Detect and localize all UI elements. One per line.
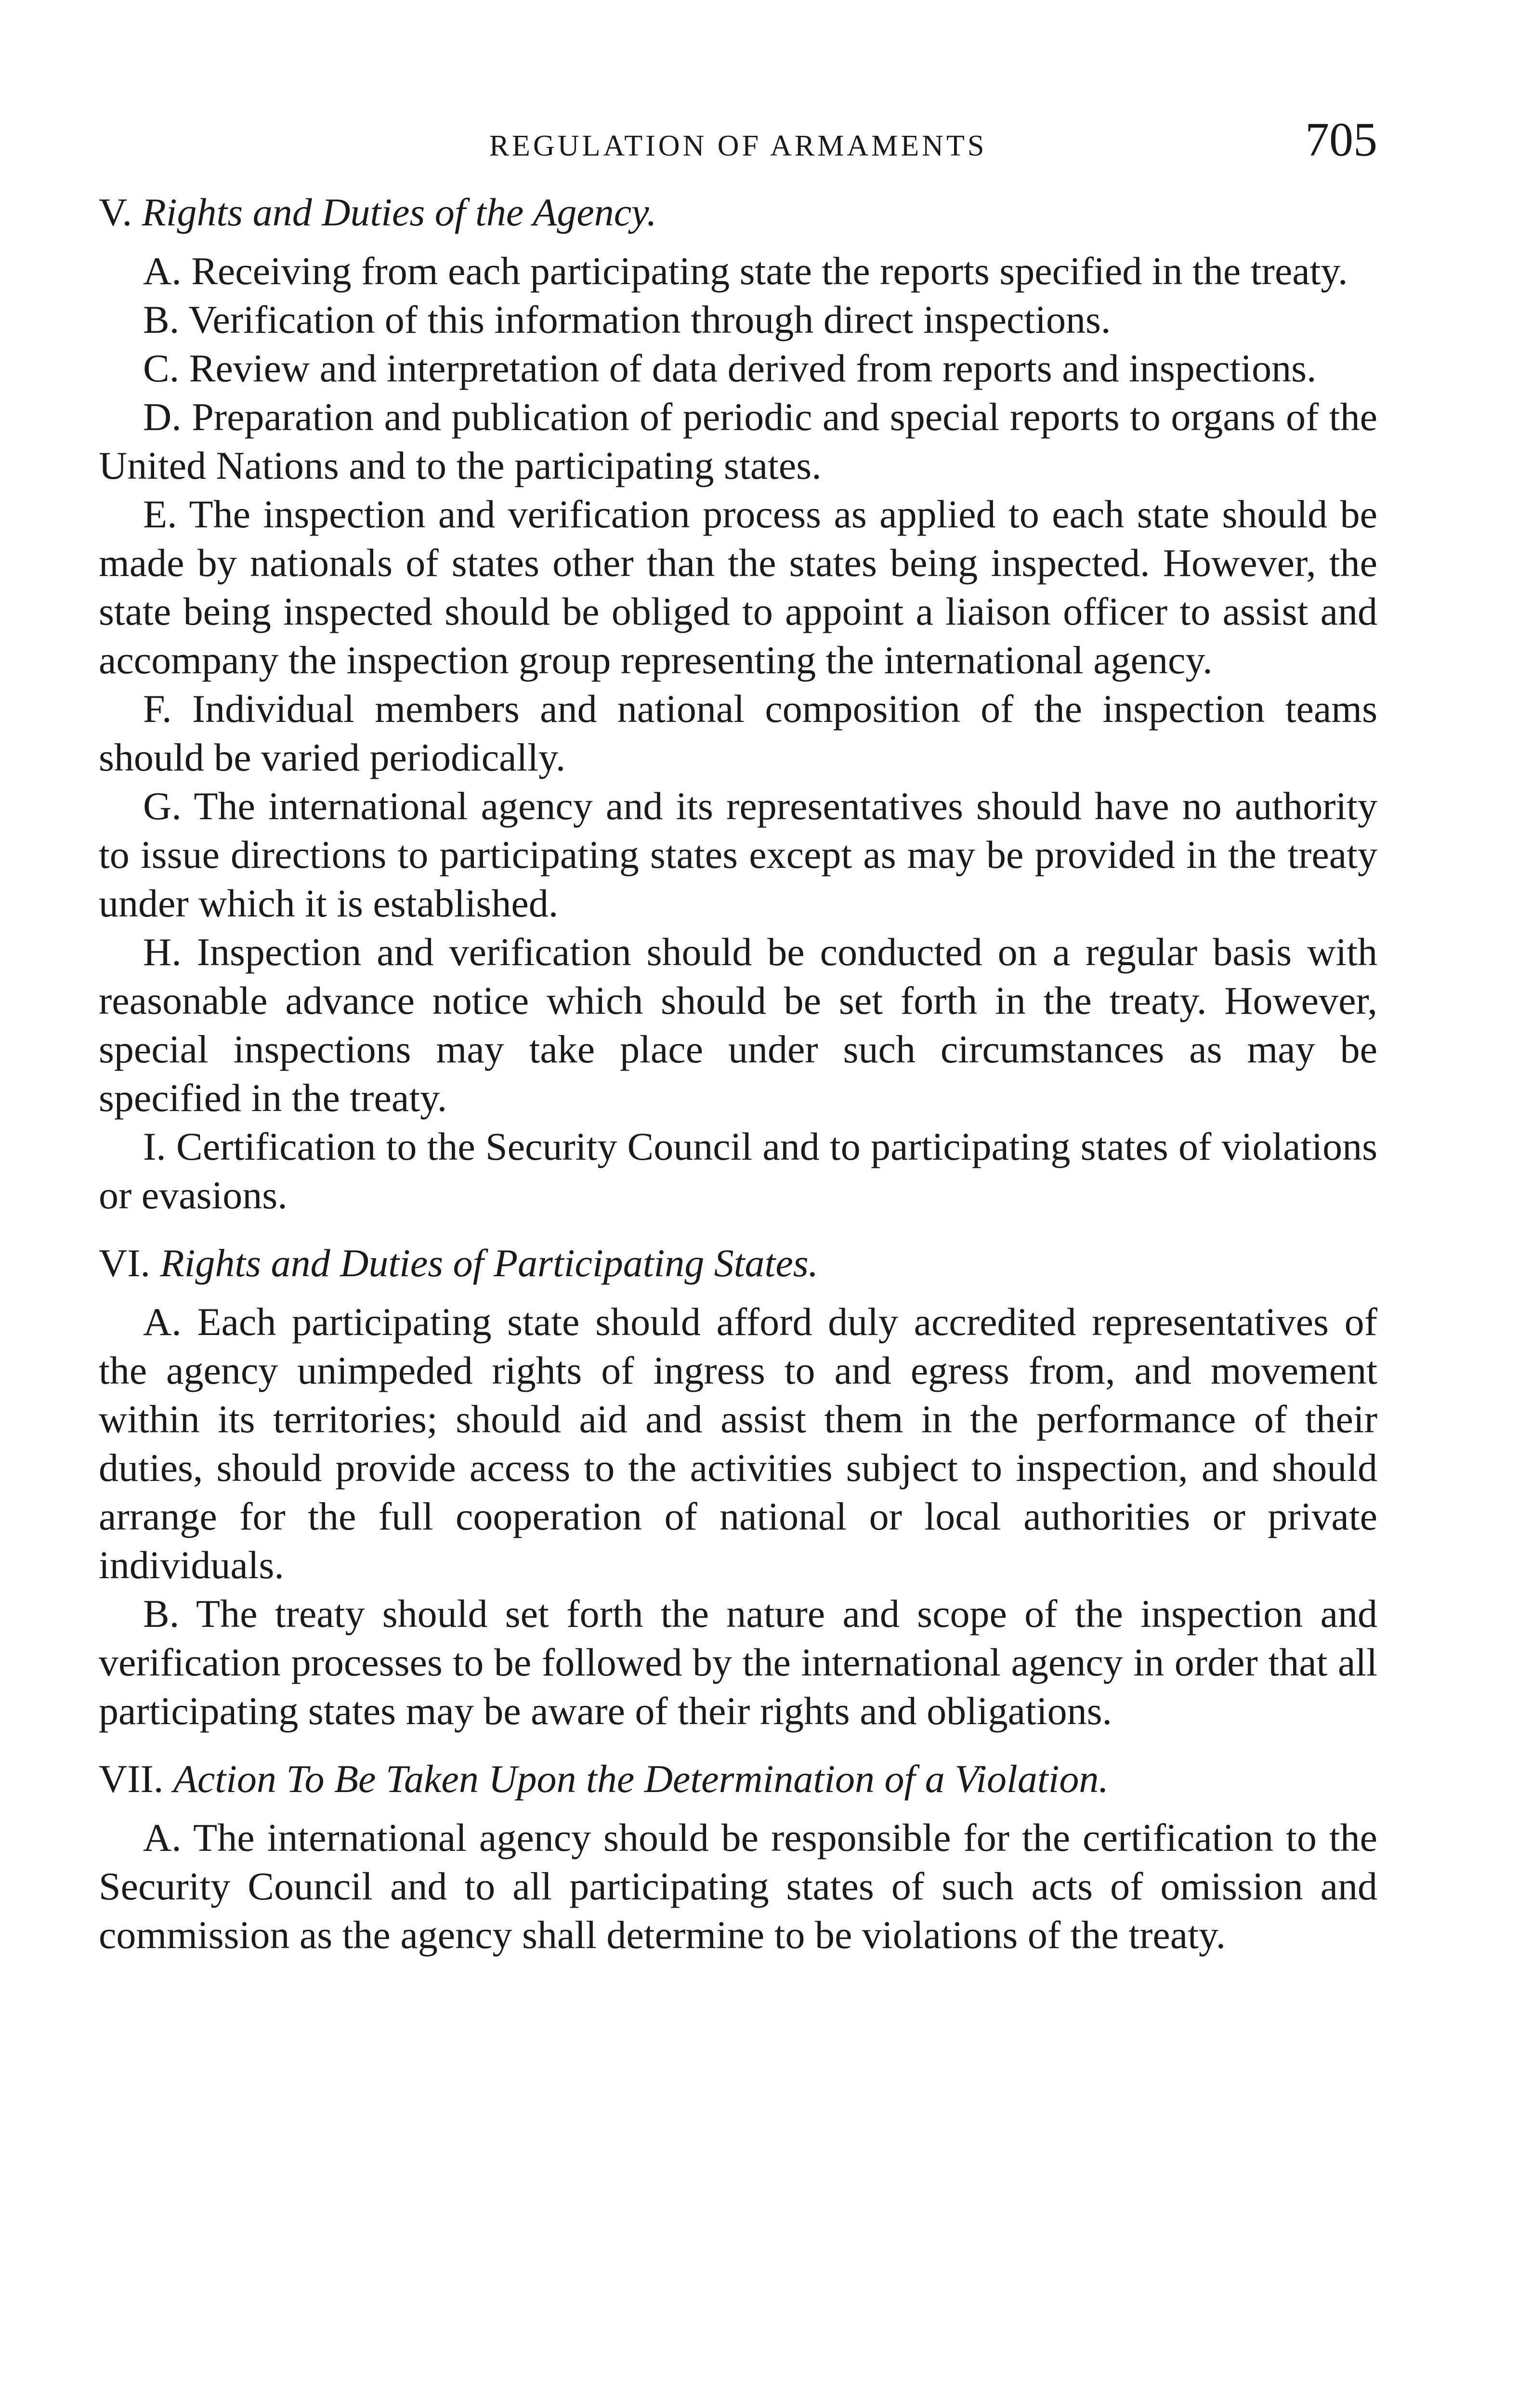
- section-vi: [99, 1239, 1377, 1735]
- paragraph: I. Certification to the Security Council and to participating states of violations or evasions.: [99, 1125, 1377, 1217]
- paragraph: G. The international agency and its representatives should have no authority to issue directions to participating states except as may be provided in the treaty under which it is established.: [99, 784, 1377, 925]
- section-vii: [99, 1754, 1377, 1959]
- page-number: 705: [1305, 113, 1377, 166]
- section-title: Rights and Duties of the Agency.: [142, 190, 657, 234]
- paragraph: D. Preparation and publication of periodic and special reports to organs of the United Nations and to the participating states.: [99, 395, 1377, 487]
- section-heading: [99, 188, 1377, 237]
- section-number: VI.: [99, 1241, 151, 1285]
- section-number: VII.: [99, 1757, 164, 1801]
- paragraph: F. Individual members and national composition of the inspection teams should be varied periodically.: [99, 687, 1377, 779]
- paragraph: A. Each participating state should afford duly accredited representatives of the agency unimpeded rights of ingress to and egress from, and movement within its territories; should aid and assist them in the performance of their duties, should provide access to the activities subject to inspection, and should arrange for the full cooperation of national or local authorities or private individuals.: [99, 1300, 1377, 1587]
- document-page: [99, 113, 1377, 1959]
- paragraph: B. The treaty should set forth the nature and scope of the inspection and verification processes to be followed by the international agency in order that all participating states may be aware of their rights and obligations.: [99, 1592, 1377, 1733]
- section-v: [99, 188, 1377, 1219]
- paragraph: C. Review and interpretation of data derived from reports and inspections.: [143, 346, 1317, 390]
- paragraph: H. Inspection and verification should be conducted on a regular basis with reasonable advance notice which should be set forth in the treaty. However, special inspections may take place under such circumstances as may be specified in the treaty.: [99, 930, 1377, 1120]
- running-title: REGULATION OF ARMAMENTS: [489, 130, 987, 162]
- paragraph: B. Verification of this information through direct inspections.: [143, 298, 1111, 341]
- running-head: [99, 113, 1377, 169]
- section-heading: [99, 1754, 1377, 1804]
- section-title: Rights and Duties of Participating States.: [160, 1241, 819, 1285]
- paragraph: A. The international agency should be responsible for the certification to the Security Council and to all participating states of such acts of omission and commission as the agency shall determine to be violations of the treaty.: [99, 1816, 1377, 1957]
- section-heading: [99, 1239, 1377, 1288]
- paragraph: E. The inspection and verification process as applied to each state should be made by nationals of states other than the states being inspected. However, the state being inspected should be obliged to appoint a liaison officer to assist and accompany the inspection group representing the international agency.: [99, 492, 1377, 682]
- section-number: V.: [99, 190, 132, 234]
- paragraph: A. Receiving from each participating state the reports specified in the treaty.: [143, 249, 1348, 293]
- section-title: Action To Be Taken Upon the Determination of a Violation.: [173, 1757, 1109, 1801]
